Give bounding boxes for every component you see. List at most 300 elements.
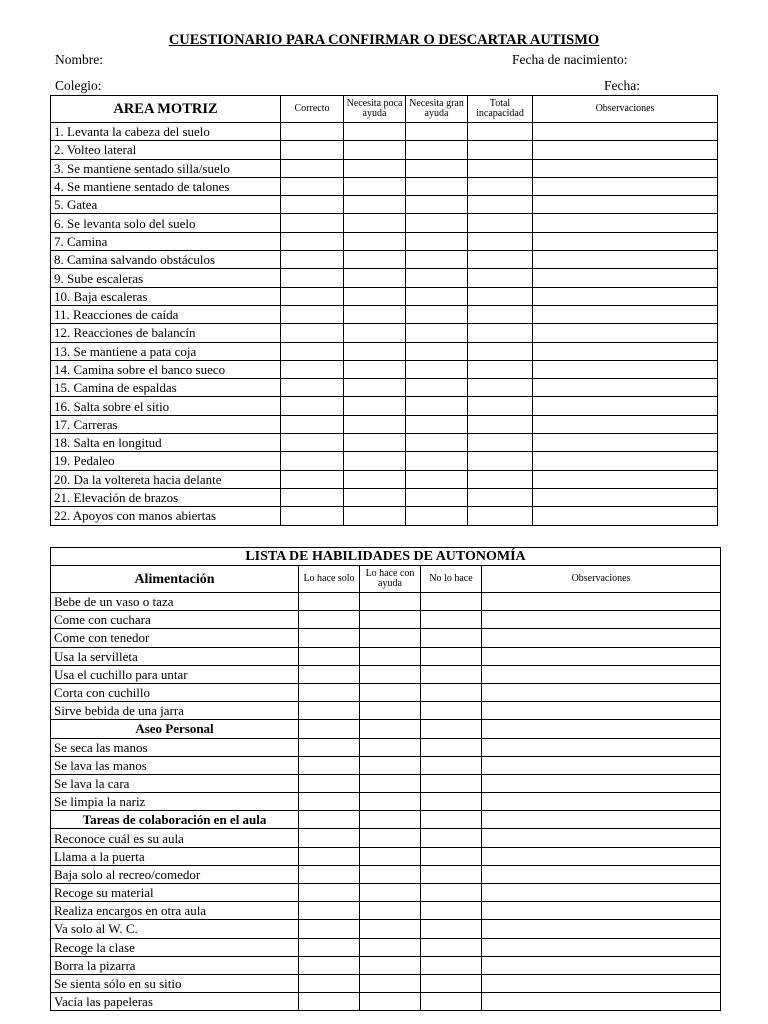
answer-cell[interactable] — [468, 123, 533, 141]
answer-cell[interactable] — [281, 397, 344, 415]
answer-cell[interactable] — [299, 629, 360, 647]
answer-cell[interactable] — [299, 902, 360, 920]
table-row — [51, 683, 721, 701]
answer-cell[interactable] — [281, 488, 344, 506]
item-label: 14. Camina sobre el banco sueco — [51, 360, 281, 378]
table-row — [51, 269, 718, 287]
table-row — [51, 647, 721, 665]
table-row — [51, 415, 718, 433]
answer-cell[interactable] — [360, 974, 421, 992]
answer-cell[interactable] — [360, 993, 421, 1011]
answer-cell[interactable] — [468, 470, 533, 488]
answer-cell[interactable] — [421, 593, 482, 611]
answer-cell[interactable] — [468, 397, 533, 415]
table-row — [51, 884, 721, 902]
answer-cell[interactable] — [281, 379, 344, 397]
answer-cell[interactable] — [344, 324, 406, 342]
answer-cell[interactable] — [468, 196, 533, 214]
answer-cell[interactable] — [360, 956, 421, 974]
answer-cell[interactable] — [482, 611, 721, 629]
answer-cell[interactable] — [421, 774, 482, 792]
answer-cell[interactable] — [299, 829, 360, 847]
item-label: 21. Elevación de brazos — [51, 488, 281, 506]
answer-cell[interactable] — [533, 488, 718, 506]
answer-cell[interactable] — [533, 452, 718, 470]
answer-cell[interactable] — [360, 593, 421, 611]
item-label: Borra la pizarra — [51, 956, 299, 974]
section-title: Aseo Personal — [51, 720, 299, 738]
answer-cell[interactable] — [344, 232, 406, 250]
answer-cell[interactable] — [344, 305, 406, 323]
table-row — [51, 865, 721, 883]
answer-cell[interactable] — [281, 287, 344, 305]
answer-cell[interactable] — [281, 269, 344, 287]
answer-cell[interactable] — [533, 177, 718, 195]
answer-cell[interactable] — [406, 251, 468, 269]
table-row — [51, 342, 718, 360]
answer-cell[interactable] — [533, 287, 718, 305]
answer-cell[interactable] — [482, 593, 721, 611]
answer-cell[interactable] — [533, 470, 718, 488]
answer-cell[interactable] — [299, 683, 360, 701]
answer-cell[interactable] — [482, 993, 721, 1011]
answer-cell[interactable] — [299, 956, 360, 974]
answer-cell[interactable] — [281, 360, 344, 378]
answer-cell[interactable] — [482, 774, 721, 792]
answer-cell[interactable] — [299, 665, 360, 683]
item-label: Recoge su material — [51, 884, 299, 902]
answer-cell[interactable] — [482, 884, 721, 902]
answer-cell[interactable] — [533, 159, 718, 177]
item-label: Se lava las manos — [51, 756, 299, 774]
answer-cell[interactable] — [406, 324, 468, 342]
table-row — [51, 452, 718, 470]
answer-cell[interactable] — [344, 379, 406, 397]
answer-cell[interactable] — [299, 702, 360, 720]
answer-cell[interactable] — [406, 379, 468, 397]
table-row — [51, 232, 718, 250]
answer-cell[interactable] — [299, 865, 360, 883]
item-label: Se lava la cara — [51, 774, 299, 792]
answer-cell[interactable] — [344, 397, 406, 415]
answer-cell[interactable] — [421, 629, 482, 647]
answer-cell[interactable] — [406, 342, 468, 360]
item-label: 6. Se levanta solo del suelo — [51, 214, 281, 232]
answer-cell[interactable] — [360, 938, 421, 956]
answer-cell[interactable] — [533, 379, 718, 397]
answer-cell[interactable] — [344, 488, 406, 506]
answer-cell[interactable] — [533, 196, 718, 214]
answer-cell[interactable] — [406, 269, 468, 287]
autonomy-header-solo: Lo hace solo — [299, 566, 360, 593]
answer-cell[interactable] — [406, 214, 468, 232]
answer-cell[interactable] — [360, 720, 421, 738]
table-row — [51, 196, 718, 214]
table-row — [51, 793, 721, 811]
answer-cell[interactable] — [421, 665, 482, 683]
item-label: Come con cuchara — [51, 611, 299, 629]
answer-cell[interactable] — [482, 683, 721, 701]
answer-cell[interactable] — [468, 159, 533, 177]
table-row — [51, 159, 718, 177]
answer-cell[interactable] — [344, 434, 406, 452]
answer-cell[interactable] — [421, 884, 482, 902]
answer-cell[interactable] — [421, 611, 482, 629]
answer-cell[interactable] — [468, 251, 533, 269]
answer-cell[interactable] — [360, 683, 421, 701]
answer-cell[interactable] — [344, 159, 406, 177]
autonomy-header-no-lo-hace: No lo hace — [421, 566, 482, 593]
answer-cell[interactable] — [281, 470, 344, 488]
answer-cell[interactable] — [360, 647, 421, 665]
answer-cell[interactable] — [344, 342, 406, 360]
table-row — [51, 434, 718, 452]
answer-cell[interactable] — [421, 647, 482, 665]
answer-cell[interactable] — [421, 756, 482, 774]
item-label: Sirve bebida de una jarra — [51, 702, 299, 720]
answer-cell[interactable] — [468, 507, 533, 525]
answer-cell[interactable] — [482, 756, 721, 774]
table-row — [51, 251, 718, 269]
answer-cell[interactable] — [360, 865, 421, 883]
answer-cell[interactable] — [360, 811, 421, 829]
table-row — [51, 629, 721, 647]
motor-header-area: AREA MOTRIZ — [51, 96, 281, 123]
table-row — [51, 324, 718, 342]
table-row — [51, 993, 721, 1011]
section-row — [51, 720, 721, 738]
answer-cell[interactable] — [421, 683, 482, 701]
item-label: Usa la servilleta — [51, 647, 299, 665]
answer-cell[interactable] — [468, 214, 533, 232]
autonomy-header-observaciones: Observaciones — [482, 566, 721, 593]
answer-cell[interactable] — [468, 415, 533, 433]
answer-cell[interactable] — [344, 452, 406, 470]
answer-cell[interactable] — [360, 902, 421, 920]
answer-cell[interactable] — [406, 123, 468, 141]
table-row — [51, 470, 718, 488]
answer-cell[interactable] — [482, 938, 721, 956]
table-row — [51, 287, 718, 305]
answer-cell[interactable] — [360, 829, 421, 847]
answer-cell[interactable] — [360, 756, 421, 774]
table-row — [51, 177, 718, 195]
answer-cell[interactable] — [281, 434, 344, 452]
item-label: 13. Se mantiene a pata coja — [51, 342, 281, 360]
answer-cell[interactable] — [344, 251, 406, 269]
answer-cell[interactable] — [421, 865, 482, 883]
answer-cell[interactable] — [421, 829, 482, 847]
answer-cell[interactable] — [281, 452, 344, 470]
answer-cell[interactable] — [360, 847, 421, 865]
autonomy-header-con-ayuda: Lo hace con ayuda — [360, 566, 421, 593]
answer-cell[interactable] — [281, 305, 344, 323]
answer-cell[interactable] — [281, 177, 344, 195]
answer-cell[interactable] — [344, 360, 406, 378]
item-label: 16. Salta sobre el sitio — [51, 397, 281, 415]
answer-cell[interactable] — [533, 434, 718, 452]
answer-cell[interactable] — [482, 702, 721, 720]
answer-cell[interactable] — [482, 665, 721, 683]
answer-cell[interactable] — [533, 342, 718, 360]
answer-cell[interactable] — [281, 196, 344, 214]
answer-cell[interactable] — [344, 214, 406, 232]
table-row — [51, 141, 718, 159]
answer-cell[interactable] — [468, 269, 533, 287]
answer-cell[interactable] — [421, 993, 482, 1011]
table-row — [51, 379, 718, 397]
item-label: Se sienta sólo en su sitio — [51, 974, 299, 992]
item-label: Realiza encargos en otra aula — [51, 902, 299, 920]
answer-cell[interactable] — [406, 434, 468, 452]
motor-header-total: Total incapacidad — [468, 96, 533, 123]
answer-cell[interactable] — [482, 811, 721, 829]
answer-cell[interactable] — [299, 647, 360, 665]
item-label: 20. Da la voltereta hacia delante — [51, 470, 281, 488]
answer-cell[interactable] — [406, 232, 468, 250]
table-row — [51, 123, 718, 141]
item-label: Usa el cuchillo para untar — [51, 665, 299, 683]
table-row — [51, 847, 721, 865]
answer-cell[interactable] — [406, 488, 468, 506]
answer-cell[interactable] — [421, 793, 482, 811]
answer-cell[interactable] — [533, 232, 718, 250]
item-label: 5. Gatea — [51, 196, 281, 214]
answer-cell[interactable] — [281, 415, 344, 433]
answer-cell[interactable] — [533, 123, 718, 141]
answer-cell[interactable] — [421, 847, 482, 865]
table-row — [51, 829, 721, 847]
answer-cell[interactable] — [482, 847, 721, 865]
answer-cell[interactable] — [533, 305, 718, 323]
answer-cell[interactable] — [360, 665, 421, 683]
answer-cell[interactable] — [482, 629, 721, 647]
answer-cell[interactable] — [468, 488, 533, 506]
item-label: Va solo al W. C. — [51, 920, 299, 938]
table-row — [51, 756, 721, 774]
answer-cell[interactable] — [406, 177, 468, 195]
answer-cell[interactable] — [533, 269, 718, 287]
motor-header-observaciones: Observaciones — [533, 96, 718, 123]
fecha-nacimiento-label: Fecha de nacimiento: — [512, 52, 628, 67]
answer-cell[interactable] — [360, 793, 421, 811]
answer-cell[interactable] — [299, 847, 360, 865]
answer-cell[interactable] — [421, 974, 482, 992]
item-label: Llama a la puerta — [51, 847, 299, 865]
answer-cell[interactable] — [281, 232, 344, 250]
table-row — [51, 774, 721, 792]
item-label: 18. Salta en longitud — [51, 434, 281, 452]
answer-cell[interactable] — [533, 415, 718, 433]
answer-cell[interactable] — [421, 956, 482, 974]
item-label: 12. Reacciones de balancín — [51, 324, 281, 342]
colegio-label: Colegio: — [55, 78, 102, 93]
answer-cell[interactable] — [468, 342, 533, 360]
answer-cell[interactable] — [482, 720, 721, 738]
answer-cell[interactable] — [406, 141, 468, 159]
answer-cell[interactable] — [299, 774, 360, 792]
answer-cell[interactable] — [406, 452, 468, 470]
fecha-label: Fecha: — [604, 78, 640, 93]
answer-cell[interactable] — [468, 177, 533, 195]
answer-cell[interactable] — [482, 865, 721, 883]
answer-cell[interactable] — [406, 415, 468, 433]
answer-cell[interactable] — [468, 434, 533, 452]
answer-cell[interactable] — [299, 920, 360, 938]
answer-cell[interactable] — [468, 141, 533, 159]
answer-cell[interactable] — [344, 123, 406, 141]
answer-cell[interactable] — [360, 774, 421, 792]
table-row — [51, 397, 718, 415]
answer-cell[interactable] — [344, 415, 406, 433]
item-label: Se seca las manos — [51, 738, 299, 756]
answer-cell[interactable] — [299, 938, 360, 956]
answer-cell[interactable] — [299, 993, 360, 1011]
answer-cell[interactable] — [421, 920, 482, 938]
answer-cell[interactable] — [281, 123, 344, 141]
item-label: Bebe de un vaso o taza — [51, 593, 299, 611]
item-label: 11. Reacciones de caída — [51, 305, 281, 323]
answer-cell[interactable] — [344, 507, 406, 525]
answer-cell[interactable] — [421, 902, 482, 920]
table-row — [51, 938, 721, 956]
answer-cell[interactable] — [468, 452, 533, 470]
answer-cell[interactable] — [406, 287, 468, 305]
answer-cell[interactable] — [406, 397, 468, 415]
answer-cell[interactable] — [344, 287, 406, 305]
answer-cell[interactable] — [360, 920, 421, 938]
item-label: 3. Se mantiene sentado silla/suelo — [51, 159, 281, 177]
answer-cell[interactable] — [468, 287, 533, 305]
form-title: CUESTIONARIO PARA CONFIRMAR O DESCARTAR AUTISMO — [168, 32, 600, 48]
table-row — [51, 902, 721, 920]
answer-cell[interactable] — [482, 793, 721, 811]
table-row — [51, 593, 721, 611]
answer-cell[interactable] — [406, 305, 468, 323]
table-row — [51, 305, 718, 323]
answer-cell[interactable] — [533, 251, 718, 269]
answer-cell[interactable] — [482, 829, 721, 847]
table-row — [51, 665, 721, 683]
motor-header-correcto: Correcto — [281, 96, 344, 123]
autonomy-caption: LISTA DE HABILIDADES DE AUTONOMÍA — [51, 548, 721, 566]
answer-cell[interactable] — [344, 196, 406, 214]
item-label: Recoge la clase — [51, 938, 299, 956]
answer-cell[interactable] — [533, 397, 718, 415]
item-label: Reconoce cuál es su aula — [51, 829, 299, 847]
answer-cell[interactable] — [482, 974, 721, 992]
answer-cell[interactable] — [299, 738, 360, 756]
answer-cell[interactable] — [281, 159, 344, 177]
answer-cell[interactable] — [406, 196, 468, 214]
table-row — [51, 702, 721, 720]
answer-cell[interactable] — [299, 756, 360, 774]
item-label: 19. Pedaleo — [51, 452, 281, 470]
answer-cell[interactable] — [421, 720, 482, 738]
answer-cell[interactable] — [360, 884, 421, 902]
answer-cell[interactable] — [360, 702, 421, 720]
section-title: Tareas de colaboración en el aula — [51, 811, 299, 829]
answer-cell[interactable] — [406, 159, 468, 177]
answer-cell[interactable] — [533, 324, 718, 342]
answer-cell[interactable] — [344, 177, 406, 195]
answer-cell[interactable] — [468, 324, 533, 342]
table-row — [51, 738, 721, 756]
table-row — [51, 488, 718, 506]
answer-cell[interactable] — [299, 793, 360, 811]
answer-cell[interactable] — [421, 702, 482, 720]
answer-cell[interactable] — [482, 738, 721, 756]
answer-cell[interactable] — [281, 251, 344, 269]
item-label: 15. Camina de espaldas — [51, 379, 281, 397]
answer-cell[interactable] — [281, 141, 344, 159]
answer-cell[interactable] — [281, 342, 344, 360]
answer-cell[interactable] — [281, 324, 344, 342]
answer-cell[interactable] — [281, 214, 344, 232]
answer-cell[interactable] — [421, 811, 482, 829]
answer-cell[interactable] — [533, 507, 718, 525]
answer-cell[interactable] — [533, 360, 718, 378]
item-label: Corta con cuchillo — [51, 683, 299, 701]
answer-cell[interactable] — [406, 507, 468, 525]
table-row — [51, 974, 721, 992]
answer-cell[interactable] — [533, 141, 718, 159]
item-label: 7. Camina — [51, 232, 281, 250]
answer-cell[interactable] — [468, 305, 533, 323]
answer-cell[interactable] — [421, 938, 482, 956]
answer-cell[interactable] — [281, 507, 344, 525]
answer-cell[interactable] — [468, 379, 533, 397]
answer-cell[interactable] — [482, 920, 721, 938]
answer-cell[interactable] — [299, 811, 360, 829]
answer-cell[interactable] — [344, 470, 406, 488]
answer-cell[interactable] — [406, 360, 468, 378]
answer-cell[interactable] — [344, 269, 406, 287]
answer-cell[interactable] — [406, 470, 468, 488]
answer-cell[interactable] — [421, 738, 482, 756]
answer-cell[interactable] — [482, 956, 721, 974]
answer-cell[interactable] — [299, 720, 360, 738]
answer-cell[interactable] — [360, 738, 421, 756]
answer-cell[interactable] — [482, 902, 721, 920]
answer-cell[interactable] — [299, 593, 360, 611]
autonomy-header-alimentacion: Alimentación — [51, 566, 299, 593]
nombre-label: Nombre: — [55, 52, 103, 67]
table-row — [51, 956, 721, 974]
answer-cell[interactable] — [299, 974, 360, 992]
item-label: 8. Camina salvando obstáculos — [51, 251, 281, 269]
item-label: 17. Carreras — [51, 415, 281, 433]
answer-cell[interactable] — [299, 611, 360, 629]
motor-area-table — [50, 95, 718, 526]
answer-cell[interactable] — [482, 647, 721, 665]
answer-cell[interactable] — [468, 232, 533, 250]
table-row — [51, 507, 718, 525]
motor-header-poca-ayuda: Necesita poca ayuda — [344, 96, 406, 123]
table-row — [51, 611, 721, 629]
answer-cell[interactable] — [468, 360, 533, 378]
motor-header-gran-ayuda: Necesita gran ayuda — [406, 96, 468, 123]
item-label: 4. Se mantiene sentado de talones — [51, 177, 281, 195]
answer-cell[interactable] — [360, 629, 421, 647]
item-label: 9. Sube escaleras — [51, 269, 281, 287]
answer-cell[interactable] — [299, 884, 360, 902]
item-label: 10. Baja escaleras — [51, 287, 281, 305]
answer-cell[interactable] — [533, 214, 718, 232]
item-label: Baja solo al recreo/comedor — [51, 865, 299, 883]
answer-cell[interactable] — [344, 141, 406, 159]
answer-cell[interactable] — [360, 611, 421, 629]
